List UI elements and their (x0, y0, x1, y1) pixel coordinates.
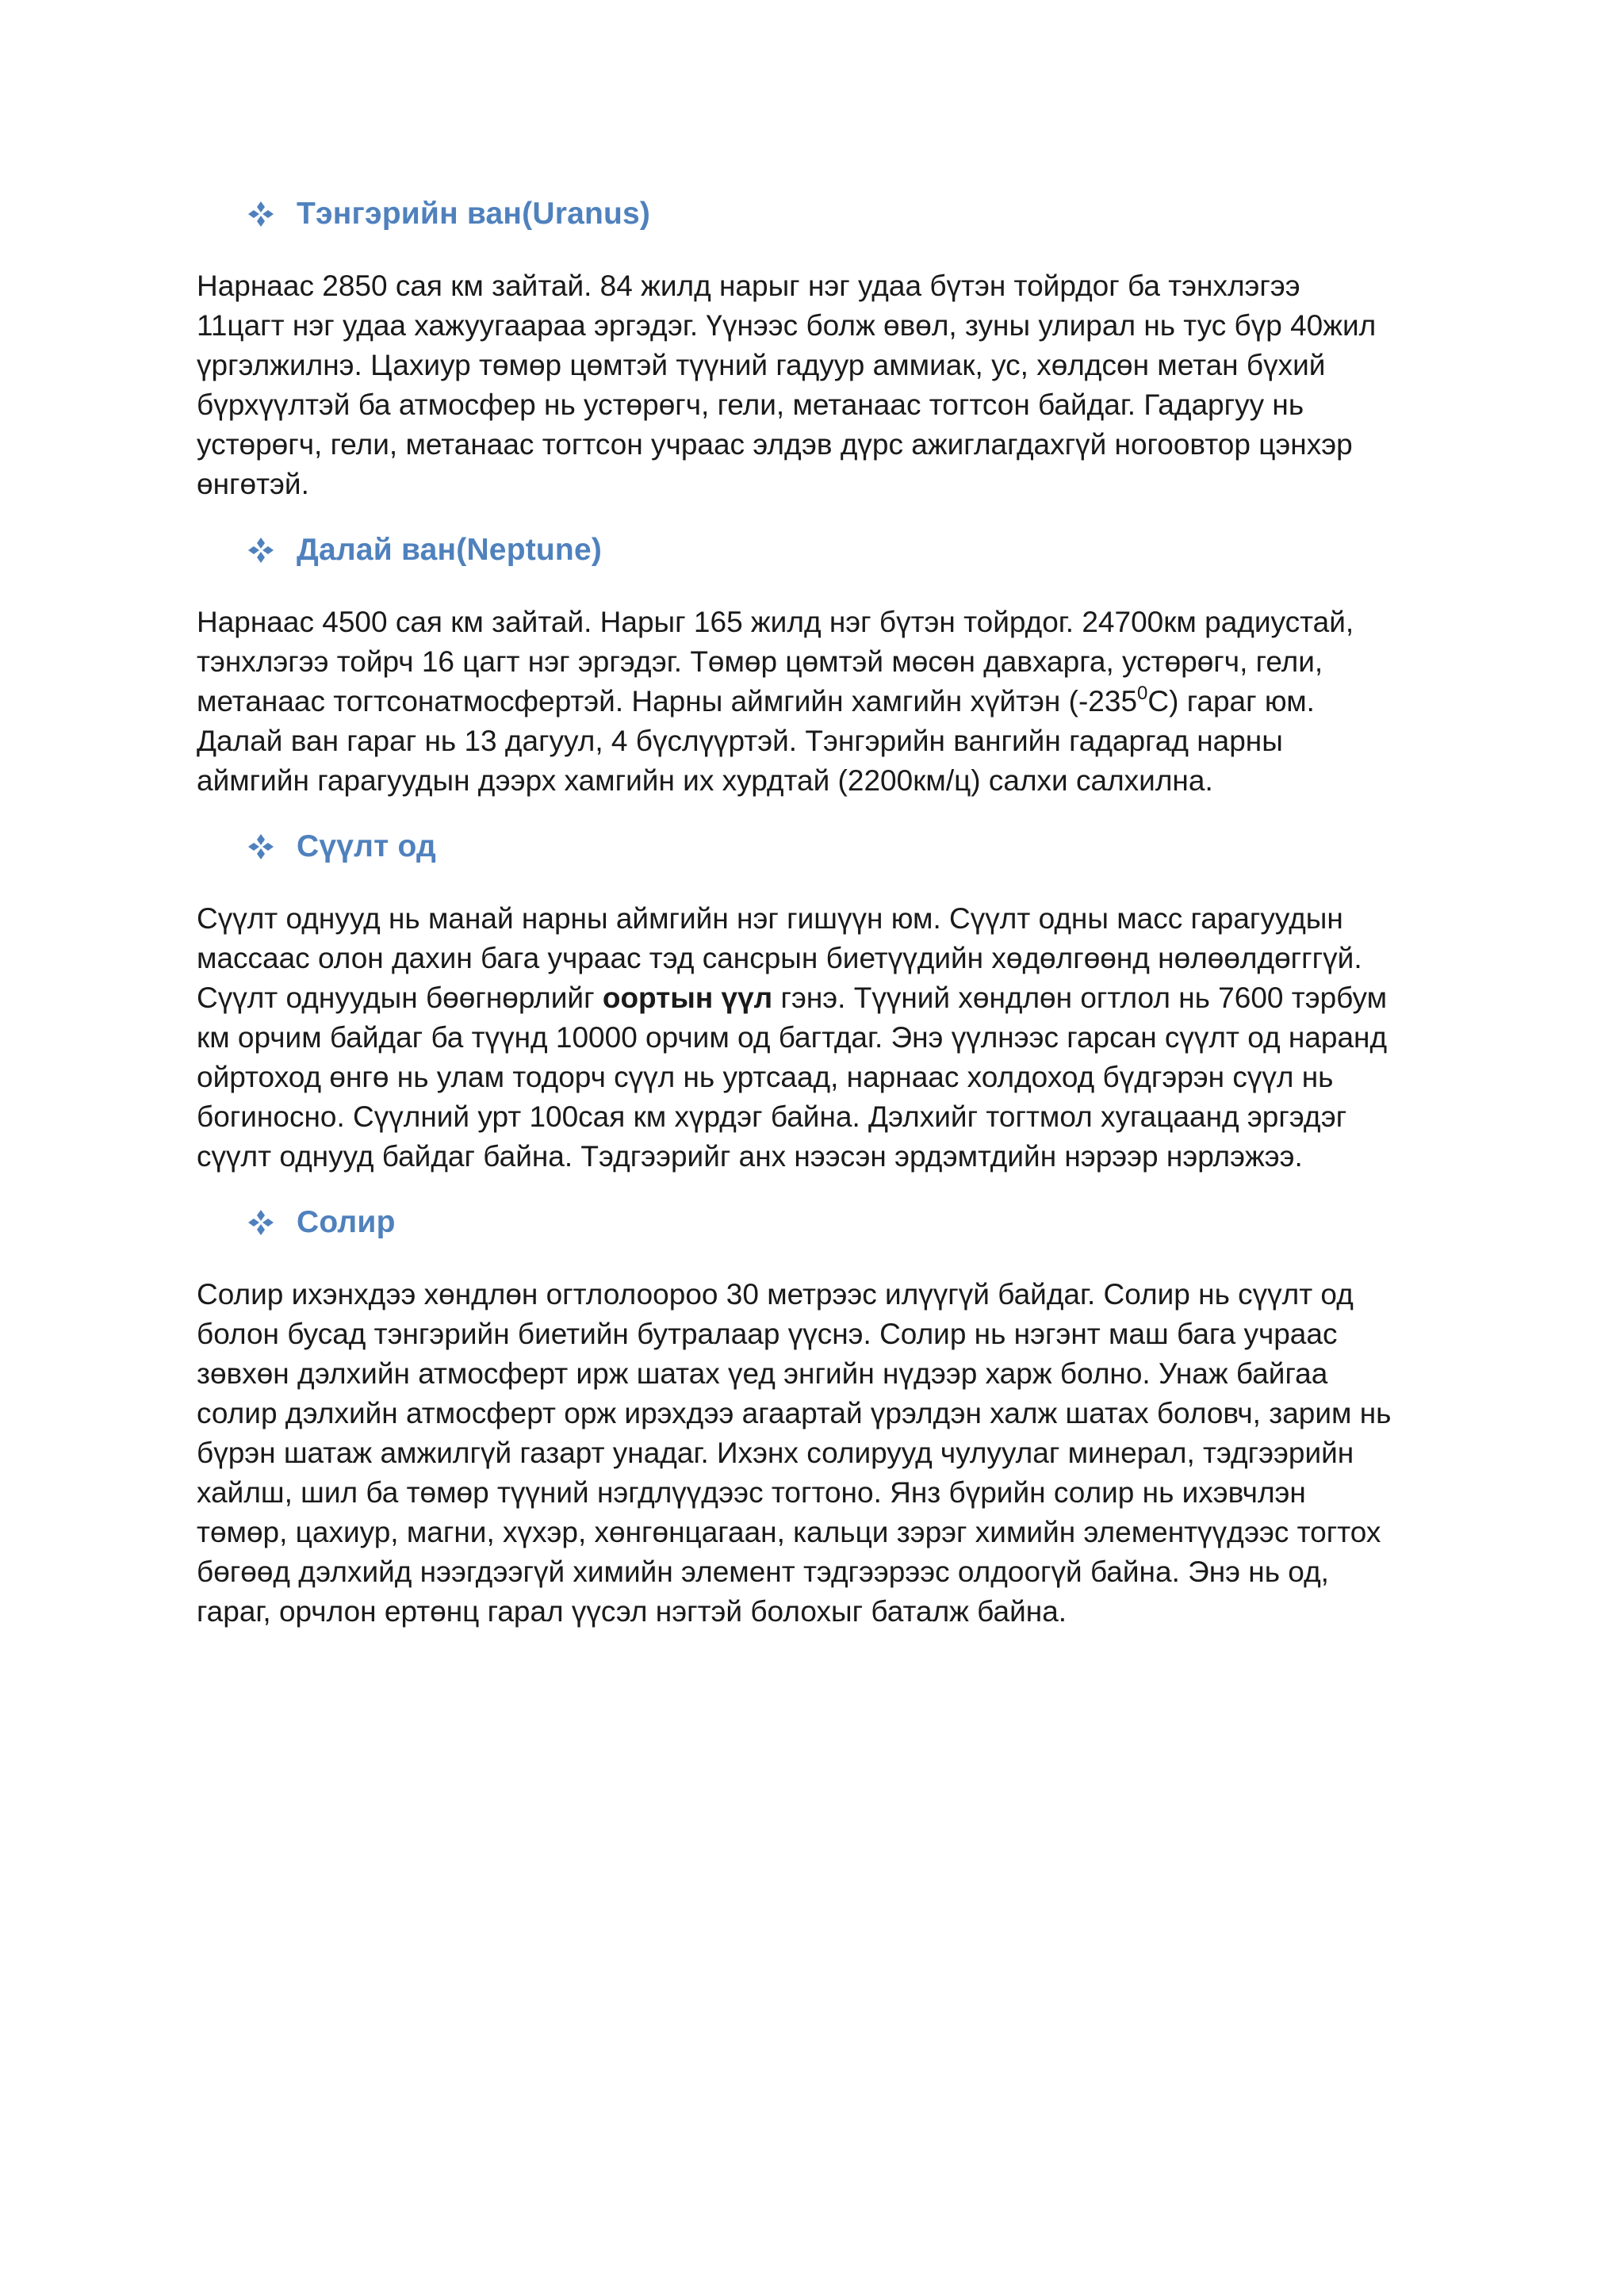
text-line: тэнхлэгээ тойрч 16 цагт нэг эргэдэг. Төмөр цөмтэй мөсөн давхарга, устөрөгч, гели, (197, 645, 1323, 678)
text-line: ойртоход өнгө нь улам тодорч сүүл нь уртсаад, нарнаас холдоход бүдгэрэн сүүл нь (197, 1061, 1334, 1093)
text-segment: С) гараг юм. (1147, 685, 1315, 718)
text-line: Нарнаас 2850 сая км зайтай. 84 жилд нарыг нэг удаа бүтэн тойрдог ба тэнхлэгээ (197, 270, 1300, 302)
text-line: өнгөтэй. (197, 468, 309, 500)
text-line: богиносно. Сүүлний урт 100сая км хүрдэг байна. Дэлхийг тогтмол хугацаанд эргэдэг (197, 1100, 1347, 1133)
text-line: хайлш, шил ба төмөр түүний нэгдлүүдээс тогтоно. Янз бүрийн солир нь ихэвчлэн (197, 1476, 1306, 1509)
text-line: төмөр, цахиур, магни, хүхэр, хөнгөнцагаан, кальци зэрэг химийн элементүүдээс тогтох (197, 1516, 1381, 1548)
text-line: гараг, орчлон ертөнц гарал үүсэл нэгтэй болохыг баталж байна. (197, 1595, 1067, 1628)
section-title: Тэнгэрийн ван(Uranus) (297, 197, 651, 231)
section-heading-comet (247, 823, 1434, 871)
superscript-degree: 0 (1137, 682, 1148, 704)
section-paragraph-uranus (197, 266, 1434, 504)
text-line: зөвхөн дэлхийн атмосферт ирж шатах үед энгийн нүдээр харж болно. Унаж байгаа (197, 1357, 1328, 1390)
section-heading-uranus (247, 190, 1434, 238)
text-line: км орчим байдаг ба түүнд 10000 орчим од багтдаг. Энэ үүлнээс гарсан сүүлт од наранд (197, 1021, 1388, 1054)
text-segment: метанаас тогтсонатмосфертэй. Нарны аймгийн хамгийн хүйтэн (-235 (197, 685, 1138, 718)
text-line: Нарнаас 4500 сая км зайтай. Нарыг 165 жилд нэг бүтэн тойрдог. 24700км радиустай, (197, 606, 1354, 638)
section-title: Солир (297, 1205, 396, 1239)
text-line: 11цагт нэг удаа хажуугаараа эргэдэг. Үүнээс болж өвөл, зуны улирал нь тус бүр 40жил (197, 309, 1377, 342)
four-diamond-bullet-icon (247, 833, 274, 860)
section-paragraph-meteor (197, 1275, 1434, 1632)
text-line: солир дэлхийн атмосферт орж ирэхдээ агаартай үрэлдэн халж шатах боловч, зарим нь (197, 1397, 1392, 1429)
section-title: Сүүлт од (297, 829, 436, 863)
text-line: бүрхүүлтэй ба атмосфер нь устөрөгч, гели, метанаас тогтсон байдаг. Гадаргуу нь (197, 388, 1304, 421)
text-line: үргэлжилнэ. Цахиур төмөр цөмтэй түүний гадуур аммиак, ус, хөлдсөн метан бүхий (197, 349, 1326, 381)
text-line: бүрэн шатаж амжилгүй газарт унадаг. Ихэнх солирууд чулуулаг минерал, тэдгээрийн (197, 1437, 1354, 1469)
text-line: устөрөгч, гели, метанаас тогтсон учраас элдэв дүрс ажиглагдахгүй ногоовтор цэнхэр (197, 428, 1353, 461)
four-diamond-bullet-icon (247, 201, 274, 228)
bold-term: оортын үүл (602, 982, 773, 1014)
text-line: Сүүлт однууд нь манай нарны аймгийн нэг гишүүн юм. Сүүлт одны масс гарагуудын (197, 902, 1343, 935)
section-paragraph-neptune (197, 603, 1434, 801)
text-line: массаас олон дахин бага учраас тэд сансрын биетүүдийн хөдөлгөөнд нөлөөлдөгггүй. (197, 942, 1362, 974)
text-line-with-bold (197, 978, 1434, 1018)
text-segment: Сүүлт однуудын бөөгнөрлийг (197, 982, 603, 1014)
section-heading-meteor (247, 1199, 1434, 1246)
text-line: Далай ван гараг нь 13 дагуул, 4 бүслүүртэй. Тэнгэрийн вангийн гадаргад нарны (197, 725, 1283, 757)
four-diamond-bullet-icon (247, 1209, 274, 1236)
text-line: болон бусад тэнгэрийн биетийн бутралаар үүснэ. Солир нь нэгэнт маш бага учраас (197, 1318, 1338, 1350)
document-content (197, 190, 1434, 1654)
section-heading-neptune (247, 526, 1434, 574)
section-title: Далай ван(Neptune) (297, 533, 603, 567)
text-line-with-superscript (197, 682, 1434, 721)
text-segment: гэнэ. Түүний хөндлөн огтлол нь 7600 тэрбум (772, 982, 1388, 1014)
text-line: аймгийн гарагуудын дээрх хамгийн их хурдтай (2200км/ц) салхи салхилна. (197, 764, 1213, 797)
section-paragraph-comet (197, 899, 1434, 1177)
text-line: Солир ихэнхдээ хөндлөн огтлолоороо 30 метрээс илүүгүй байдаг. Солир нь сүүлт од (197, 1278, 1354, 1311)
text-line: сүүлт однууд байдаг байна. Тэдгээрийг анх нээсэн эрдэмтдийн нэрээр нэрлэжээ. (197, 1140, 1303, 1173)
text-line: бөгөөд дэлхийд нээгдээгүй химийн элемент тэдгээрээс олдоогүй байна. Энэ нь од, (197, 1556, 1329, 1588)
four-diamond-bullet-icon (247, 537, 274, 564)
